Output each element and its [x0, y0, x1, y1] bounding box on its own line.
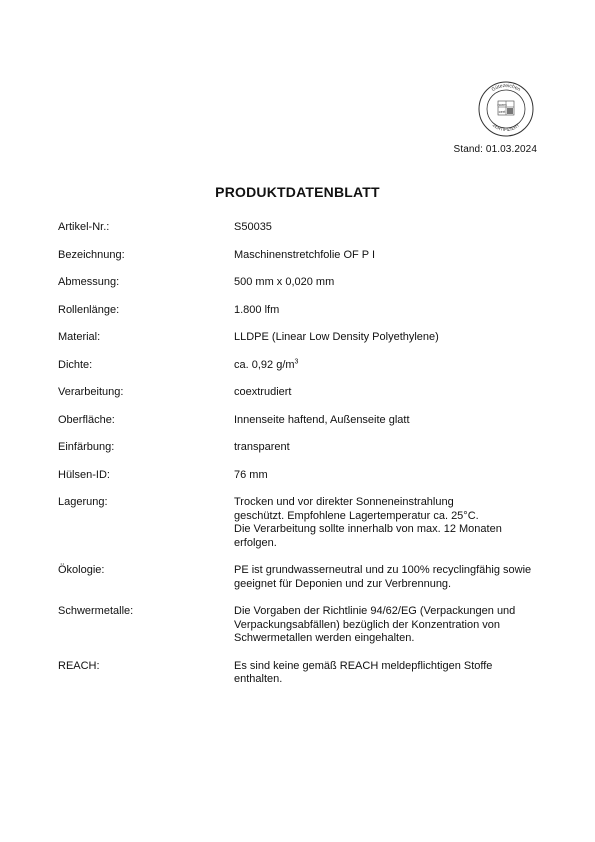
density-exponent: 3 — [294, 357, 299, 365]
row-label: Schwermetalle: — [58, 605, 134, 617]
row-label: Artikel-Nr.: — [58, 221, 110, 233]
page-title: PRODUKTDATENBLATT — [215, 184, 380, 200]
row-value: LLDPE (Linear Low Density Polyethylene) — [234, 331, 439, 343]
svg-text:Gütezeichen: Gütezeichen — [490, 82, 522, 93]
row-label: Ökologie: — [58, 564, 105, 576]
value-line: Die Verarbeitung sollte innerhalb von max. 12 Monaten — [234, 523, 502, 535]
certification-seal-icon — [477, 80, 535, 138]
row-value — [234, 496, 548, 550]
value-line: PE ist grundwasserneutral und zu 100% recyclingfähig sowie — [234, 564, 532, 576]
row-value: S50035 — [234, 221, 272, 233]
value-line: Es sind keine gemäß REACH meldepflichtigen Stoffe — [234, 659, 493, 672]
row-value: Maschinenstretchfolie OF P I — [234, 248, 376, 261]
value-line: erfolgen. — [234, 536, 277, 549]
row-value: 500 mm x 0,020 mm — [234, 276, 335, 288]
row-label: Bezeichnung: — [58, 248, 125, 261]
row-material — [58, 331, 548, 345]
value-line: Verpackungsabfällen) bezüglich der Konzentration von — [234, 618, 501, 631]
value-line: geeignet für Deponien und zur Verbrennung. — [234, 577, 452, 590]
row-abmessung — [58, 276, 548, 290]
value-line: Die Vorgaben der Richtlinie 94/62/EG (Verpackungen und — [234, 605, 516, 617]
row-value: 76 mm — [234, 468, 268, 481]
row-rollenlaenge — [58, 304, 548, 318]
svg-text:ZERTIFIZIERT: ZERTIFIZIERT — [491, 122, 521, 133]
row-huelsen-id — [58, 469, 548, 483]
row-value: 1.800 lfm — [234, 303, 280, 316]
row-artikel-nr — [58, 221, 548, 235]
row-oekologie — [58, 564, 548, 591]
svg-text:cert: cert — [498, 109, 506, 114]
value-line: enthalten. — [234, 673, 283, 685]
row-verarbeitung — [58, 386, 548, 400]
row-label: Material: — [58, 331, 101, 343]
row-value — [234, 605, 548, 646]
row-label: Abmessung: — [58, 276, 120, 288]
row-label: Hülsen-ID: — [58, 468, 110, 481]
row-value: coextrudiert — [234, 386, 292, 398]
row-value — [234, 660, 548, 687]
row-value: Innenseite haftend, Außenseite glatt — [234, 413, 410, 426]
row-label: Dichte: — [58, 358, 93, 371]
row-schwermetalle — [58, 605, 548, 646]
row-bezeichnung — [58, 249, 548, 263]
row-value: transparent — [234, 441, 290, 453]
row-label: Lagerung: — [58, 496, 108, 508]
row-label: REACH: — [58, 659, 100, 672]
row-reach — [58, 660, 548, 687]
value-line: Trocken und vor direkter Sonneneinstrahlung — [234, 496, 454, 508]
row-label: Verarbeitung: — [58, 386, 124, 398]
row-value — [234, 564, 548, 591]
density-value: ca. 0,92 g/m — [234, 358, 295, 371]
document-date: Stand: 01.03.2024 — [453, 144, 537, 155]
product-data-list — [58, 221, 548, 687]
row-label: Rollenlänge: — [58, 303, 120, 316]
row-value — [234, 359, 548, 373]
row-label: Einfärbung: — [58, 441, 115, 453]
row-oberflaeche — [58, 414, 548, 428]
value-line: Schwermetallen werden eingehalten. — [234, 632, 415, 644]
row-lagerung — [58, 496, 548, 550]
svg-text:norm: norm — [497, 102, 507, 107]
row-label: Oberfläche: — [58, 413, 115, 426]
row-einfaerbung — [58, 441, 548, 455]
value-line: geschützt. Empfohlene Lagertemperatur ca. 25°C. — [234, 509, 479, 522]
row-dichte — [58, 359, 548, 373]
